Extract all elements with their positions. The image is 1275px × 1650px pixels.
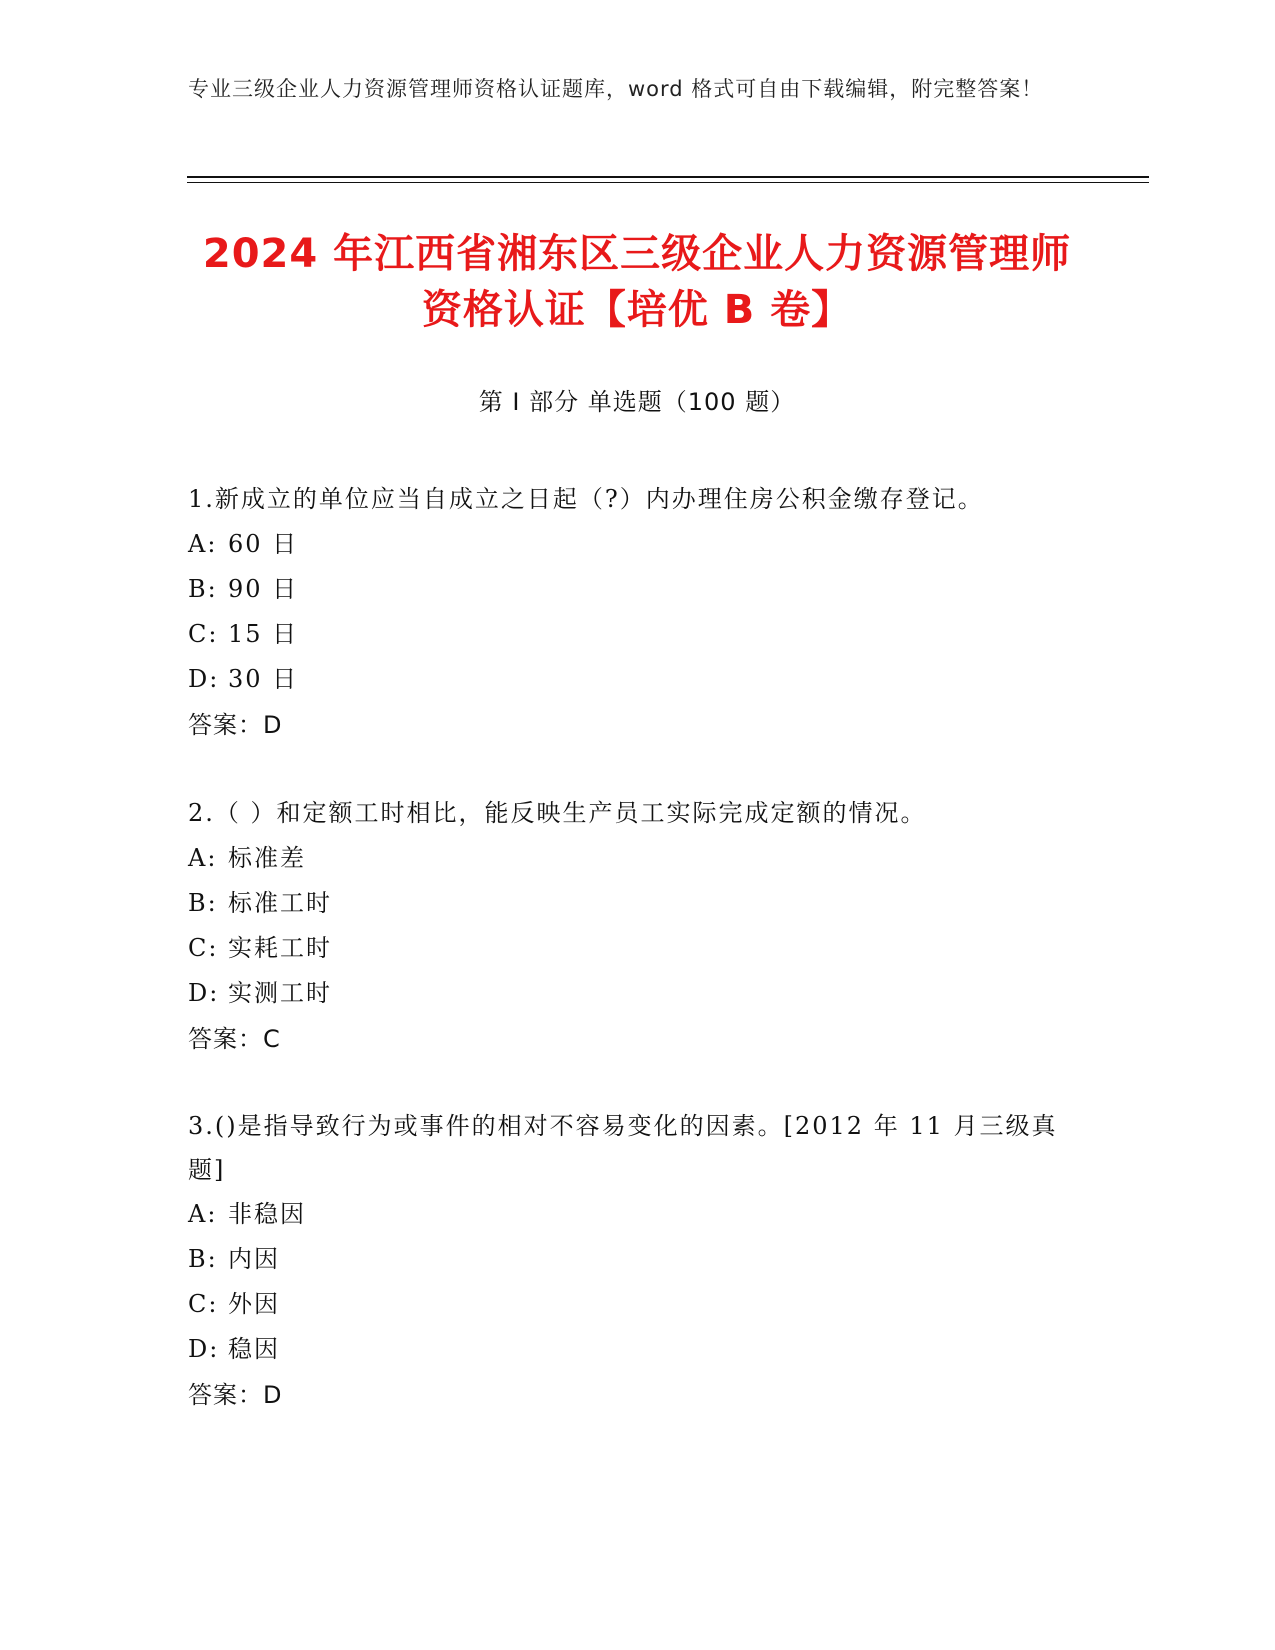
option-text: 30 日 [228, 665, 299, 693]
answer-text: 答案：C [188, 1025, 281, 1053]
option-key: C: [188, 934, 219, 962]
option-text: 内因 [228, 1245, 280, 1273]
option-key: A: [188, 1200, 218, 1228]
option-c [188, 926, 1068, 971]
question-3 [188, 1104, 1068, 1418]
header-note: 专业三级企业人力资源管理师资格认证题库，word 格式可自由下载编辑，附完整答案！ [188, 77, 1044, 101]
option-key: D: [188, 979, 220, 1007]
option-b [188, 881, 1068, 926]
question-stem: 3.()是指导致行为或事件的相对不容易变化的因素。[2012 年 11 月三级真题] [188, 1112, 1058, 1184]
header-divider-thin [187, 182, 1149, 183]
option-c [188, 612, 1068, 657]
option-key: D: [188, 1335, 220, 1363]
option-text: 非稳因 [228, 1200, 306, 1228]
option-c [188, 1282, 1068, 1327]
question-1 [188, 476, 1068, 748]
question-stem: 1.新成立的单位应当自成立之日起（?）内办理住房公积金缴存登记。 [188, 485, 984, 513]
option-text: 实耗工时 [228, 934, 332, 962]
option-b [188, 567, 1068, 612]
option-d [188, 657, 1068, 702]
question-list [188, 476, 1068, 1460]
option-a [188, 522, 1068, 567]
answer-text: 答案：D [188, 711, 283, 739]
option-text: 稳因 [228, 1335, 280, 1363]
option-a [188, 1192, 1068, 1237]
option-text: 外因 [228, 1290, 280, 1318]
option-d [188, 1327, 1068, 1372]
question-2 [188, 790, 1068, 1062]
option-text: 标准差 [228, 844, 306, 872]
option-text: 60 日 [228, 530, 299, 558]
option-key: C: [188, 1290, 219, 1318]
option-key: A: [188, 530, 218, 558]
option-text: 90 日 [228, 575, 299, 603]
option-key: D: [188, 665, 220, 693]
option-key: B: [188, 1245, 218, 1273]
option-text: 实测工时 [228, 979, 332, 1007]
section-title: 第 I 部分 单选题（100 题） [478, 388, 796, 416]
option-key: C: [188, 620, 219, 648]
header-divider-thick [187, 176, 1149, 178]
option-key: B: [188, 889, 218, 917]
answer-text: 答案：D [188, 1381, 283, 1409]
document-title: 2024 年江西省湘东区三级企业人力资源管理师资格认证【培优 B 卷】 [202, 231, 1072, 333]
option-text: 15 日 [228, 620, 299, 648]
option-d [188, 971, 1068, 1016]
question-stem: 2.（ ）和定额工时相比，能反映生产员工实际完成定额的情况。 [188, 799, 927, 827]
option-a [188, 836, 1068, 881]
option-text: 标准工时 [228, 889, 332, 917]
option-b [188, 1237, 1068, 1282]
option-key: B: [188, 575, 218, 603]
option-key: A: [188, 844, 218, 872]
